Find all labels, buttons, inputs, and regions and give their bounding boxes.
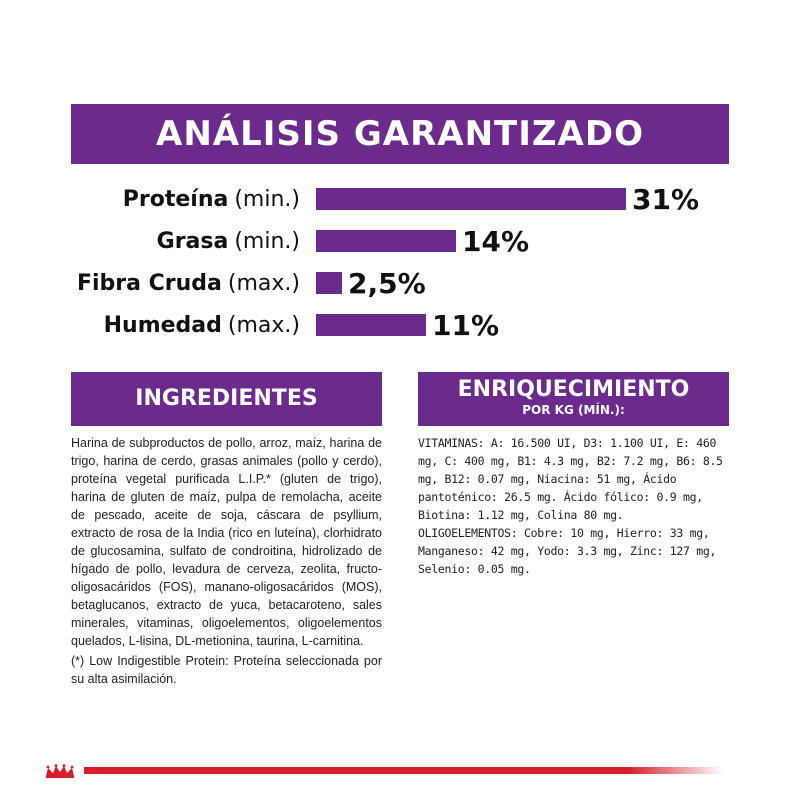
enrichment-details [418, 434, 729, 578]
nutrient-qualifier: (min.) [234, 187, 300, 212]
nutrient-bar [316, 272, 342, 294]
nutrient-name: Proteína [122, 187, 229, 212]
nutrient-name: Humedad [103, 313, 222, 338]
ingredients-footnote: (*) Low Indigestible Protein: Proteína seleccionada por su alta asimilación. [71, 654, 382, 686]
analysis-title: ANÁLISIS GARANTIZADO [71, 104, 729, 164]
nutrient-bar [316, 230, 456, 252]
nutrient-value: 14% [462, 225, 530, 258]
nutrient-value: 2,5% [348, 267, 426, 300]
nutrient-name: Grasa [156, 229, 229, 254]
nutrient-row-fat [0, 222, 800, 262]
vitamins-text: VITAMINAS: A: 16.500 UI, D3: 1.100 UI, E: 460 mg, C: 400 mg, B1: 4.3 mg, B2: 7.2 mg, B6: 8.5 mg, B12: 0.07 mg, Niacina: 51 mg, Ácido pantoténico: 26.5 mg. Ácido fólico: 0.9 mg, Biotina: 1.12 mg, Colina 80 mg. [418, 436, 723, 522]
nutrient-row-moisture [0, 306, 800, 346]
nutrient-row-protein [0, 180, 800, 220]
royal-canin-crown-icon [44, 764, 76, 778]
ingredients-heading: INGREDIENTES [71, 372, 382, 426]
enrichment-title: ENRIQUECIMIENTO [457, 377, 690, 402]
nutrient-qualifier: (min.) [234, 229, 300, 254]
ingredients-list: Harina de subproductos de pollo, arroz, maíz, harina de trigo, harina de cerdo, grasas animales (pollo y cerdo), proteína vegetal purificada L.I.P.* (gluten de trigo), harina de gluten de maíz, pulpa de remolacha, aceite de pescado, aceite de soja, cáscara de psyllium, extracto de rosa de la India (rico en luteína), clorhidrato de glucosamina, sulfato de condroitina, hidrolizado de hígado de pollo, levadura de cerveza, zeolita, fructo-oligosacáridos (FOS), manano-oligosacáridos (MOS), betaglucanos, extracto de yuca, betacaroteno, sales minerales, vitaminas, oligoelementos, oligoelementos quelados, L-lisina, DL-metionina, taurina, L-carnitina. [71, 436, 382, 648]
footer-red-line [84, 767, 724, 774]
nutrient-bar [316, 188, 626, 210]
nutrient-name: Fibra Cruda [76, 271, 222, 296]
nutrient-bar [316, 314, 426, 336]
nutrient-value: 11% [432, 309, 500, 342]
nutrient-qualifier: (max.) [227, 313, 300, 338]
enrichment-subtitle: POR KG (MÍN.): [522, 403, 625, 417]
nutrient-row-fiber [0, 264, 800, 304]
trace-elements-text: OLIGOELEMENTOS: Cobre: 10 mg, Hierro: 33 mg, Manganeso: 42 mg, Yodo: 3.3 mg, Zinc: 127 mg, Selenio: 0.05 mg. [418, 526, 717, 576]
brand-footer [0, 764, 740, 778]
enrichment-heading [418, 372, 729, 426]
nutrient-value: 31% [632, 183, 700, 216]
nutrient-qualifier: (max.) [227, 271, 300, 296]
